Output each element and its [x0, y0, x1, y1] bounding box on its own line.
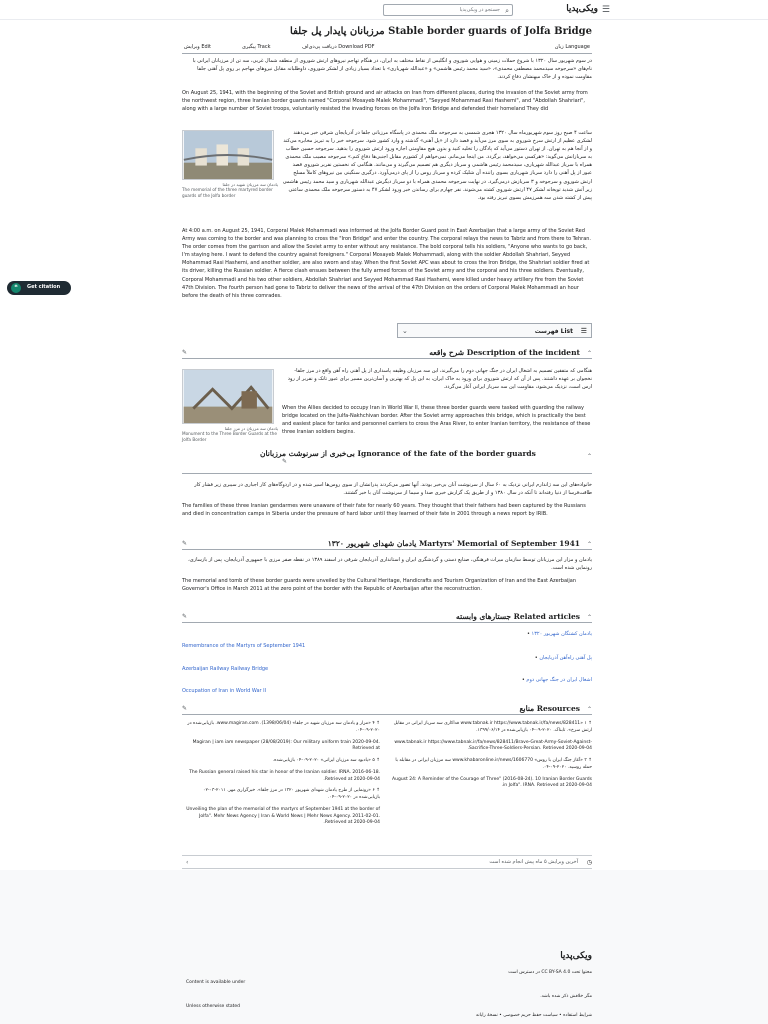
figure-caption-en: Monument to the Three Border Guards at the Jolfa Border [182, 431, 277, 443]
unless-en: Unless otherwise stated [186, 1004, 241, 1009]
section-related-title: جستارهای وابسته Related articles [456, 612, 580, 621]
last-edit-bar[interactable] [182, 855, 592, 869]
reference-item[interactable]: August 24: A Reminder of the Courage of Three" (2016-08-24). 10 Iranian Border Guards in Jolfa". IRNA. Retrieved at 2020-09-04. [392, 776, 592, 789]
watch-button[interactable]: پیگیری Track [242, 44, 271, 50]
wikipedia-logo[interactable]: ویکی‌پدیا [566, 4, 598, 14]
figure-memorial [182, 130, 278, 199]
section-fate-header[interactable] [182, 448, 592, 474]
body1-fa: ساعت ۴ صبح روز سوم شهریورماه سال ۱۳۲۰ هجری شمسی به سرجوخه ملک محمدی در پاسگاه مرزبانی جلفا در آذربایجان شرقی خبر می‌دهند لشکری عظیم از ارتش سرخ شوروی به سوی مرز می‌آید و قصد دارد از «پل آهنی» گذشته و وارد کشور شود. سرجوخه خبر را به تبریز مخابره می‌کند و از آنجا هم به تهران. از تهران دستور می‌آید که پادگان را تخلیه کنید و بدون هیچ مقاومتی اجازه ورود ارتش شوروی را بدهید. سرجوخه حسین خطاب به سربازانش می‌گوید: «هرکسی می‌خواهد، برگردد. من اینجا می‌مانم. نمی‌خواهم از کشورم مقابل اجنبی‌ها دفاع کنم.» سرجوخه مصیب ملک محمدی همراه با سرباز عبدالله شهریاری، سیدمحمد رئیس هاشمی و سرباز دیگری هم تصمیم می‌گیرند و می‌مانند. هنگامی که نخستین نفربر شوروی قصد عبور از پل آهنی را دارد سرباز شهریاری بسوی راننده آن شلیک کرده و سرباز روس را از پای درمی‌آورد. درگیری سنگینی بین نیروهای کاملاً مسلح ارتش شوروی و سرجوخه و ۳ سربازش درمی‌گیرد. در نهایت سرجوخه محمدی همراه با دو سرباز دیگرش عبدالله شهریاری و سید محمد رئیس هاشمی زیر آتش شدید توپخانه لشکر ۴۷ ارتش شوروی کشته می‌شوند. نفر چهارم برای رساندن خبر ورود لشکر ۴۷ به دستور سرجوخه ملک محمدی ساعتی پیش از کشته شدن سه همرزمش بسوی تبریز رفته بود. [282, 130, 592, 201]
chevron-down-icon: ⌄ [402, 327, 408, 335]
chevron-up-icon: ⌃ [586, 541, 592, 548]
section-memorial-title: یادمان شهدای شهریور ۱۳۲۰ Martyrs' Memorial of September 1941 [327, 539, 580, 548]
edit-icon[interactable]: ✎ [182, 613, 188, 620]
reference-item[interactable]: ↑ ۵ «یادبود سه مرزبان ایرانی» ۲۰۲۰-۰۹-۰۴ بازیابی‌شده. [272, 758, 380, 763]
quote-icon: ❝ [11, 283, 21, 293]
license-fa: محتوا تحت CC BY-SA 4.0 در دسترس است [508, 970, 592, 975]
reference-item[interactable]: ↑ ۴ «مزار و یادمان سه مرزبان شهید در جلفا» (1398/06/04). www.magiran.com. بازیابی‌شده در ۲۰۲۰-۰۹-۰۴. [187, 721, 380, 733]
intro-fa: در سوم شهریور سال ۱۳۲۰ با شروع حملات زمینی و هوایی شوروی و انگلیس از نقاط مختلف به ایران، در هنگام تهاجم نیروهای ارتش شوروی از منطقه شمال غربی، سه تن از مرزبانان ایرانی با نام‌های «سرجوخه سیدمحمد مصطفی محمدی»، «سید محمد رئیس هاشمی» و «عبدالله شهریاری» با تعداد بسیار زیادی از لشکر شوروی، داوطلبانه مقابل نیروهای مهاجم بر روی پل آهنی جلفا مقاومت نموده و از خاک میهنشان دفاع کردند. [192, 58, 592, 81]
edit-icon[interactable]: ✎ [182, 705, 188, 712]
reference-item[interactable]: Unveiling the plan of the memorial of the martyrs of September 1941 at the border of Jolfa". Mehr News Agency | Iran & World News | Mehr News Agency. 2011-02-01. Retrieved at 2020-09-04. [186, 806, 380, 826]
footer-logo: ویکی‌پدیا [560, 951, 592, 961]
footer [0, 870, 768, 1024]
references-right-column [388, 721, 592, 795]
section-incident-title: شرح واقعه Description of the incident [429, 348, 580, 357]
table-of-contents[interactable] [397, 323, 592, 338]
get-citation-label: Get citation [27, 284, 61, 290]
figure-caption-fa: یادمان سه مرزبان شهید در جلفا [222, 181, 278, 187]
section-incident-header[interactable] [182, 345, 592, 359]
last-edit-text: آخرین ویرایش ۵ ماه پیش انجام شده است [489, 859, 578, 865]
incident-fa: هنگامی که متفقین تصمیم به اشغال ایران در جنگ جهانی دوم را می‌گیرند، این سه مرزبان وظیفه پاسداری از پل آهنی راه آهن واقع در مرز جلفا-نخجوان بر عهده داشتند. پس از آن که ارتش شوروی برای ورود به خاک ایران، به این پل که بهترین و آسان‌ترین مسیر برای عبور تانک و نفربر از رود ارس است، نزدیک می‌شود، مقاومت این سه سرباز ایرانی آغاز می‌گردد. [287, 368, 592, 391]
edit-icon[interactable]: ✎ [182, 349, 188, 356]
section-memorial-header[interactable] [182, 536, 592, 550]
chevron-up-icon: ⌃ [586, 614, 592, 621]
related-en-item[interactable]: Occupation of Iran in World War II [182, 688, 267, 694]
download-pdf-button[interactable]: دریافت پی‌دی‌اف Download PDF [302, 44, 375, 50]
reference-item[interactable]: ↑ ۱ «www.tabnak.ir https://www.tabnak.ir/fa/news/828411 فداکاری سه سرباز ایرانی در مقابل ارتش سرخ». تابناک. ۲۰۲۰-۰۹-۰۴ بازیابی‌شده در ۱۳۹۹/۰۶/۱۴. [393, 721, 592, 733]
section-resources-header[interactable] [182, 701, 592, 715]
license-en: Content is available under [186, 980, 246, 985]
memorial-fa: یادمان و مزار این مرزبانان توسط سازمان میراث فرهنگی، صنایع دستی و گردشگری ایران و استانداری آذربایجان شرقی در اسفند ۱۳۸۹ در نقطه صفر مرزی با جمهوری آذربایجان، پس از بازسازی، رونمایی شده است. [188, 557, 592, 572]
language-button[interactable]: زبان Language [554, 44, 590, 50]
related-fa-item[interactable]: یادمان کشتگان شهریور ۱۳۲۰ • [526, 631, 592, 637]
reference-item[interactable]: ↑ ۳ «آغاز جنگ ایران با روس» www.khabaronline.ir/news/1606770 سه مرزبان ایرانی در مقابله با حمله روسیه. ۲۰۲۰-۰۹-۰۴. [395, 758, 592, 770]
section-fate-title: بی‌خبری از سرنوشت مرزبانان Ignorance of the fate of the border guards [260, 449, 536, 458]
edit-icon[interactable]: ✎ [282, 458, 288, 465]
fate-en: The families of these three Iranian gendarmes were unaware of their fate for nearly 60 years. They thought that their fathers had been captured by the Russians and died in concentration camps in Siberia under the pressure of hard labor until they learned of their fate in 2001 through a news report by IRIB. [182, 503, 586, 518]
related-en-item[interactable]: Azerbaijan Railway Railway Bridge [182, 666, 269, 672]
section-resources-title: منابع Resources [519, 704, 580, 713]
history-icon: ◷ [586, 859, 592, 866]
monument-photo[interactable] [182, 369, 274, 424]
unless-fa: مگر خلافش ذکر شده باشد. [540, 994, 592, 999]
search-icon: ⌕ [505, 7, 509, 15]
figure-caption-en: The memorial of the three martyred border guards of the Jolfa border [182, 187, 273, 199]
section-related-header[interactable] [182, 609, 592, 623]
figure-caption-fa: یادمان سه مرزبان در مرز جلفا [224, 425, 278, 431]
related-fa-item[interactable]: پل آهنی راه‌آهن آذربایجان • [534, 655, 592, 661]
related-fa-item[interactable]: اشغال ایران در جنگ جهانی دوم • [521, 677, 592, 683]
edit-button[interactable]: ویرایش Edit [184, 44, 212, 50]
figure-monument [182, 369, 278, 443]
fate-fa: خانواده‌های این سه ژاندارم ایرانی نزدیک به ۶۰ سال از سرنوشت آنان بی‌خبر بودند. آنها تصور می‌کردند پدرانشان از سوی روس‌ها اسیر شده و در اردوگاه‌های کار اجباری در سیبری زیر فشار کار طاقت‌فرسا از دنیا رفته‌اند تا آنکه در سال ۱۳۸۰ و از طریق یک گزارش خبری صدا و سیما از سرنوشت آنان با خبر گشتند. [194, 482, 592, 497]
reference-item[interactable]: The Russian general raised his star in honor of the Iranian soldier. IRNA. 2016-06-18. Retrieved at 2020-09-04. [189, 769, 380, 782]
list-icon: ☰ [580, 327, 587, 335]
reference-item[interactable]: www.tabnak.ir https://www.tabnak.ir/fa/news/828411/Brave-Great-Army-Soviet-Against-Sacrifice-Three-Soldiers-Persian. Retrieved 2020-09-04. [394, 739, 592, 752]
chevron-left-icon: ‹ [186, 859, 189, 866]
incident-en: When the Allies decided to occupy Iran in World War II, these three border guards were tasked with guarding the railway bridge located on the Julfa-Nakhchivan border. After the Soviet army approaches this bridge, which is practically the best and easiest place for tanks and personnel carriers to cross the Aras River, to enter Iranian territory, the resistance of these three Iranian soldiers begins. [282, 405, 591, 436]
footer-links[interactable]: شرایط استفاده • سیاست حفظ حریم خصوصی • نسخهٔ رایانه [475, 1013, 592, 1018]
page-toolbar [182, 44, 592, 54]
toc-label: فهرست List [534, 328, 573, 335]
search-input[interactable] [383, 4, 513, 16]
reference-item[interactable]: ↑ ۶ «رونمایی از طرح یادمان شهدای شهریور ۱۳۲۰ در مرز جلفا». خبرگزاری مهر. ۲۰۱۱-۰۳-۰۲ بازیابی‌شده در ۲۰۲۰-۰۹-۰۴. [203, 788, 380, 800]
menu-icon[interactable]: ☰ [601, 5, 610, 15]
top-header [0, 0, 768, 20]
edit-icon[interactable]: ✎ [182, 540, 188, 547]
get-citation-button[interactable] [7, 281, 71, 295]
search-placeholder: جستجو در ویکی‌پدیا [459, 7, 500, 13]
page-title: مرزبانان پایدار پل جلفا Stable border guards of Jolfa Bridge [290, 26, 592, 37]
chevron-up-icon: ⌃ [586, 350, 592, 357]
related-en-item[interactable]: Remembrance of the Martyrs of September 1941 [182, 643, 306, 649]
memorial-en: The memorial and tomb of these border guards were unveiled by the Cultural Heritage, Handicrafts and Tourism Organization of Iran and the East Azerbaijan Governor's Office in March 2011 at the zero point of the border with the Republic of Azerbaijan after the reconstruction. [182, 578, 577, 593]
chevron-up-icon: ⌃ [586, 453, 592, 460]
chevron-up-icon: ⌃ [586, 706, 592, 713]
memorial-photo[interactable] [182, 130, 274, 180]
reference-item[interactable]: Magiran | iam iam newspaper (28/08/2019): Our military uniform train 2020-09-04. Retrieved at [192, 739, 380, 752]
intro-en: On August 25, 1941, with the beginning of the Soviet and British ground and air attacks on Iran from different places, during the invasion of the Soviet army from the northwest region, three Iranian border guards named "Corporal Mosayeb Malek Mohammadi", "Seyyed Mohammad Rasi Hashemi", and "Abdollah Shahriari", along with a large number of Soviet troops, voluntarily resisted the invading forces on the Jolfa Iron Bridge and defended their homeland They did [182, 90, 588, 113]
references-left-column [182, 721, 380, 832]
body1-en: At 4:00 a.m. on August 25, 1941, Corporal Malek Mohammadi was informed at the Jolfa Border Guard post in East Azerbaijan that a large army of the Soviet Red Army was coming to the border and was planning to cross the "Iron Bridge" and enter the country. The corporal relays the news to Tabriz and from there to Tehran. The order comes from the garrison and allow the Soviet army to enter without any resistance. The bold corporal tells his soldiers, "Anyone who wants to go back, I'm staying here. I want to defend the country against foreigners." Corporal Mosayeb Malek Mohammadi, along with the soldier Abdollah Shahriari, Seyyed Mohammad Rasi Hashemi, and another soldier, are also sworn and stay. When the first Soviet APC was about to cross the Iron Bridge, the Shahriari soldier fired at its driver, killing the Russian soldier. A fierce clash ensues between the fully armed forces of the Soviet army and the corporal and his three soldiers. Eventually, Corporal Mohammadi and his two other soldiers, Abdollah Shahriari and Seyyed Mohammad Rasi Hashemi, were killed under heavy artillery fire from the Soviet 47th Division. The fourth person had gone to Tabriz to deliver the news of the arrival of the 47th Division on the orders of Corporal Malek Mohammadi an hour before the death of his three comrades. [182, 228, 592, 299]
